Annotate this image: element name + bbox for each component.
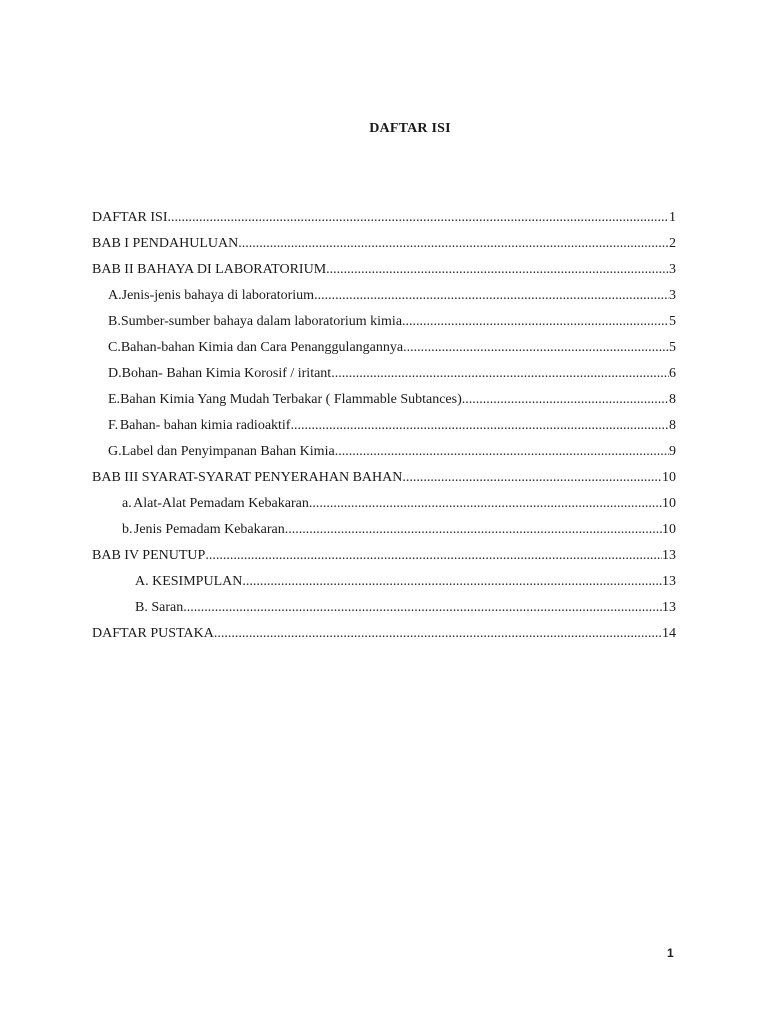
toc-entry-bab-2-e[interactable] (108, 390, 676, 410)
toc-entry-label: BAB II BAHAYA DI LABORATORIUM (92, 262, 327, 277)
toc-entry-label: Alat-Alat Pemadam Kebakaran (133, 496, 309, 511)
toc-entry-bab-2-c[interactable] (108, 338, 676, 358)
toc-entry-daftar-pustaka[interactable] (92, 624, 676, 644)
toc-entry-bab-4-a[interactable] (135, 572, 676, 592)
toc-entry-label: Bahan-bahan Kimia dan Cara Penanggulangannya (120, 340, 404, 355)
toc-leader-dots (309, 494, 662, 514)
toc-entry-label: DAFTAR PUSTAKA (92, 626, 214, 641)
toc-entry-marker: C. (108, 340, 121, 355)
toc-entry-bab-1[interactable] (92, 234, 676, 254)
toc-leader-dots (183, 598, 662, 618)
page-number: 1 (667, 946, 674, 960)
toc-entry-label: A. KESIMPULAN (135, 574, 243, 589)
toc-entry-marker: b. (122, 522, 133, 537)
toc-entry-page: 14 (662, 626, 676, 641)
toc-entry-label: BAB I PENDAHULUAN (92, 236, 239, 251)
toc-entry-page: 9 (669, 444, 676, 459)
toc-entry-page: 13 (662, 574, 676, 589)
toc-entry-bab-2-f[interactable] (108, 416, 676, 436)
toc-entry-page: 1 (669, 210, 676, 225)
toc-leader-dots (314, 286, 669, 306)
toc-entry-page: 13 (662, 548, 676, 563)
toc-entry-page: 10 (662, 496, 676, 511)
toc-entry-label: Bohan- Bahan Kimia Korosif / iritant (121, 366, 332, 381)
toc-leader-dots (242, 572, 662, 592)
toc-entry-page: 6 (669, 366, 676, 381)
toc-entry-marker: a. (122, 496, 132, 511)
toc-entry-marker: B. (108, 314, 121, 329)
toc-entry-bab-3[interactable] (92, 468, 676, 488)
toc-entry-label: DAFTAR ISI (92, 210, 168, 225)
toc-entry-label: Bahan Kimia Yang Mudah Terbakar ( Flammable Subtances) (120, 392, 462, 407)
toc-entry-marker: F. (108, 418, 119, 433)
toc-entry-label: B. Saran (135, 600, 184, 615)
toc-entry-page: 8 (669, 418, 676, 433)
toc-leader-dots (331, 364, 669, 384)
toc-entry-marker: E. (108, 392, 121, 407)
toc-entry-bab-4[interactable] (92, 546, 676, 566)
toc-entry-page: 8 (669, 392, 676, 407)
toc-entry-daftar-isi[interactable] (92, 208, 676, 228)
toc-leader-dots (402, 468, 662, 488)
toc-entry-bab-3-a[interactable] (122, 494, 676, 514)
toc-entry-bab-4-b[interactable] (135, 598, 676, 618)
toc-entry-bab-2-g[interactable] (108, 442, 676, 462)
toc-entry-page: 3 (669, 262, 676, 277)
toc-entry-page: 10 (662, 522, 676, 537)
toc-leader-dots (462, 390, 669, 410)
toc-entry-page: 5 (669, 314, 676, 329)
toc-entry-page: 13 (662, 600, 676, 615)
toc-entry-label: BAB IV PENUTUP (92, 548, 206, 563)
toc-entry-label: BAB III SYARAT-SYARAT PENYERAHAN BAHAN (92, 470, 403, 485)
toc-entry-bab-2-d[interactable] (108, 364, 676, 384)
toc-entry-label: Sumber-sumber bahaya dalam laboratorium kimia (120, 314, 403, 329)
toc-leader-dots (205, 546, 662, 566)
toc-entry-bab-2-a[interactable] (108, 286, 676, 306)
toc-entry-page: 10 (662, 470, 676, 485)
toc-leader-dots (402, 312, 669, 332)
toc-entry-bab-2-b[interactable] (108, 312, 676, 332)
toc-leader-dots (168, 208, 670, 228)
toc-leader-dots (335, 442, 669, 462)
toc-entry-page: 2 (669, 236, 676, 251)
toc-entry-label: Label dan Penyimpanan Bahan Kimia (121, 444, 335, 459)
page-title: DAFTAR ISI (369, 121, 451, 136)
toc-entry-page: 5 (669, 340, 676, 355)
toc-entry-marker: G. (108, 444, 122, 459)
toc-leader-dots (214, 624, 662, 644)
toc-entry-bab-3-b[interactable] (122, 520, 676, 540)
toc-leader-dots (294, 416, 669, 436)
toc-leader-dots (326, 260, 669, 280)
toc-entry-page: 3 (669, 288, 676, 303)
toc-entry-bab-2[interactable] (92, 260, 676, 280)
toc-leader-dots (238, 234, 669, 254)
toc-entry-marker: D. (108, 366, 122, 381)
toc-entry-marker: A. (108, 288, 122, 303)
toc-entry-label: Jenis-jenis bahaya di laboratorium (121, 288, 315, 303)
toc-entry-label: Bahan- bahan kimia radioaktif. (119, 418, 294, 433)
toc-entry-label: Jenis Pemadam Kebakaran (133, 522, 285, 537)
toc-leader-dots (285, 520, 662, 540)
toc-leader-dots (403, 338, 669, 358)
